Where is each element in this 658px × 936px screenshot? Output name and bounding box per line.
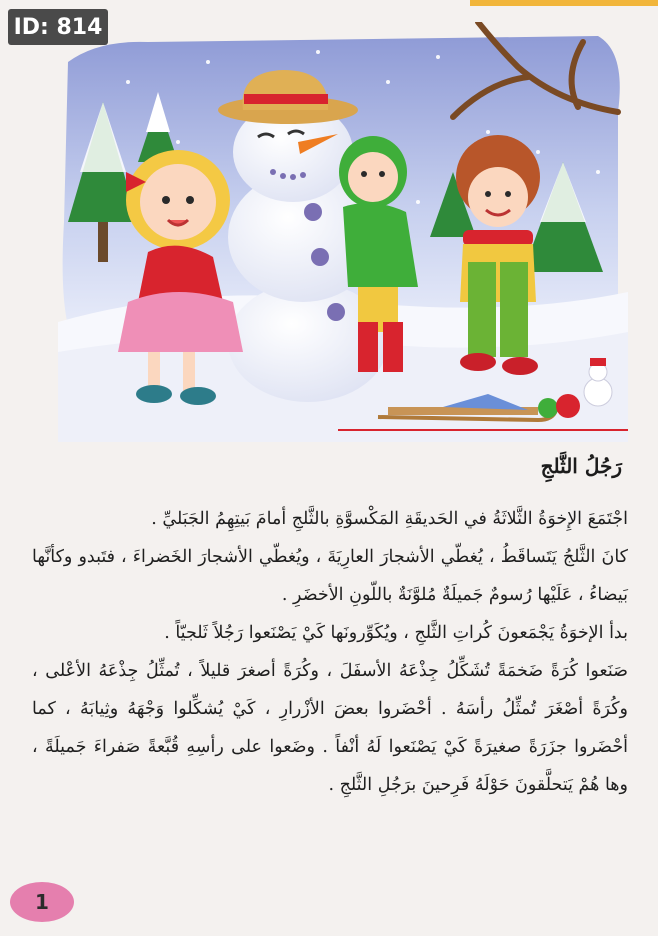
story-paragraph: صَنَعوا كُرَةً ضَخمَةً تُشَكِّلُ جِذْعَهُ الأسفَلَ ، وكُرَةً أصغرَ قليلاً ، تُمثِّلُ جِذْعَهُ الأعْلى ، وكُرَةً أصْغَرَ تُمثِّلُ رأسَهُ . أحْضَروا بعضَ الأزْرارِ ، كَيْ يُشكِّلوا وَجْهَهُ وثِيابَهُ ، كما أحْضَروا جزَرَةً صغيرَةً كَيْ يَصْنَعوا لَهُ أنْفاً . وضَعوا على رأسِهِ قُبَّعةً صَفراءَ جَميلَةً ، وها هُمْ يَتحلَّقونَ حَوْلَهُ فَرِحينَ برَجُلِ الثَّلجِ . [32, 661, 628, 795]
page-number: 1 [10, 882, 74, 922]
story-paragraph: اجْتَمَعَ الإِخوَةُ الثَّلاثَةُ في الحَديقَةِ المَكْسوَّةِ بالثَّلجِ أمامَ بَيتِهِمُ الجَبَليِّ . [151, 509, 628, 529]
snowman-illustration [58, 22, 628, 442]
id-badge: ID: 814 [8, 9, 108, 45]
story-paragraph: كانَ الثَّلجُ يَتَساقَطُ ، يُغطّي الأشجارَ العارِيَةَ ، ويُغطّي الأشجارَ الخَضراءَ ، فتَبدو وكأنَّها بَيضاءُ ، عَلَيْها رُسومٌ جَميلَةٌ مُلوَّنَةٌ باللّونِ الأخضَرِ . [32, 547, 628, 605]
story-paragraph: بدأ الإخوَةُ يَجْمَعونَ كُراتِ الثَّلجِ ، ويُكَوِّرونَها كَيْ يَصْنَعوا رَجُلاً ثَلجيّاً . [164, 623, 628, 643]
story-title: رَجُلُ الثَّلجِ [540, 454, 622, 478]
top-color-strip [470, 0, 658, 6]
story-text [32, 500, 628, 804]
